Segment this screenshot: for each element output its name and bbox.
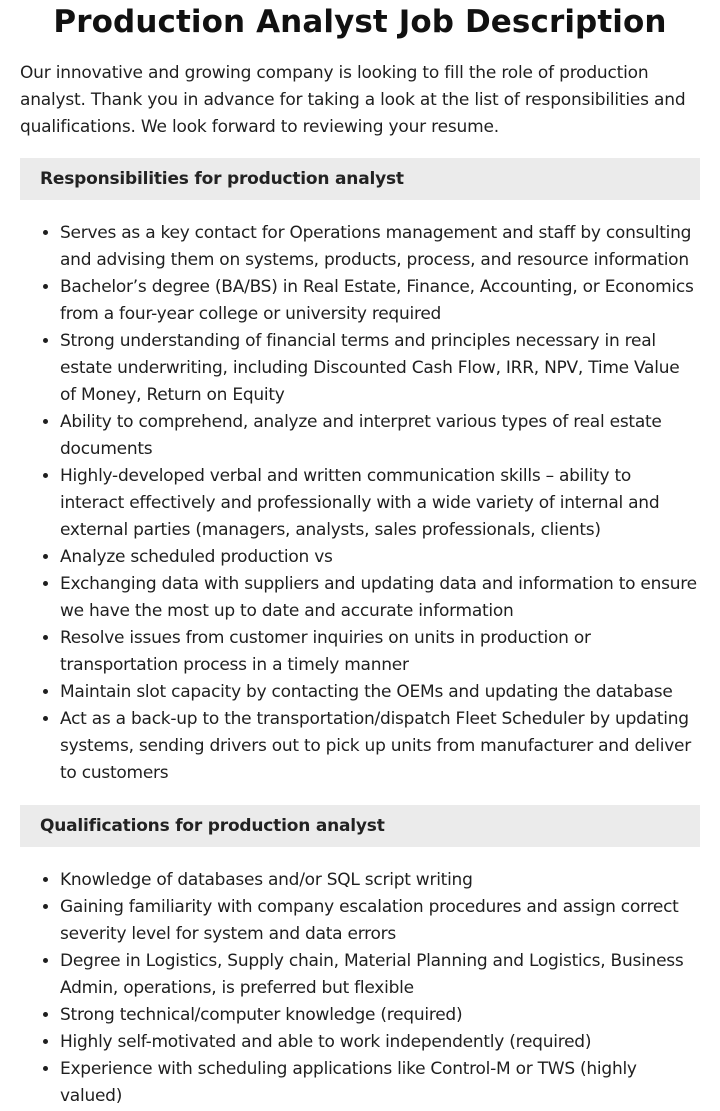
- qualifications-list: [20, 867, 700, 1110]
- responsibilities-list: [20, 220, 700, 787]
- list-item: • Exchanging data with suppliers and updating data and information to ensure we have the most up to date and accurate information: [60, 571, 700, 625]
- intro-paragraph: Our innovative and growing company is looking to fill the role of production analyst. Thank you in advance for taking a look at the list of responsibilities and qualifications. We look forward to reviewing your resume.: [20, 63, 686, 137]
- list-item: • Act as a back-up to the transportation/dispatch Fleet Scheduler by updating systems, sending drivers out to pick up units from manufacturer and deliver to customers: [60, 706, 700, 787]
- page-title: Production Analyst Job Description: [53, 4, 667, 40]
- list-item: • Knowledge of databases and/or SQL script writing: [60, 867, 700, 894]
- list-item: • Analyze scheduled production vs: [60, 544, 700, 571]
- list-item: • Strong technical/computer knowledge (required): [60, 1002, 700, 1029]
- list-item: • Resolve issues from customer inquiries on units in production or transportation process in a timely manner: [60, 625, 700, 679]
- list-item: • Degree in Logistics, Supply chain, Material Planning and Logistics, Business Admin, operations, is preferred but flexible: [60, 948, 700, 1002]
- list-item: • Ability to comprehend, analyze and interpret various types of real estate documents: [60, 409, 700, 463]
- responsibilities-heading: Responsibilities for production analyst: [40, 169, 404, 189]
- list-item: • Maintain slot capacity by contacting the OEMs and updating the database: [60, 679, 700, 706]
- list-item: • Highly self-motivated and able to work independently (required): [60, 1029, 700, 1056]
- list-item: • Serves as a key contact for Operations management and staff by consulting and advising them on systems, products, process, and resource information: [60, 220, 700, 274]
- list-item: • Strong understanding of financial terms and principles necessary in real estate underwriting, including Discounted Cash Flow, IRR, NPV, Time Value of Money, Return on Equity: [60, 328, 700, 409]
- qualifications-header: [20, 805, 700, 847]
- list-item: • Bachelor’s degree (BA/BS) in Real Estate, Finance, Accounting, or Economics from a four-year college or university required: [60, 274, 700, 328]
- list-item: • Highly-developed verbal and written communication skills – ability to interact effectively and professionally with a wide variety of internal and external parties (managers, analysts, sales professionals, clients): [60, 463, 700, 544]
- responsibilities-header: [20, 158, 700, 200]
- list-item: • Gaining familiarity with company escalation procedures and assign correct severity level for system and data errors: [60, 894, 700, 948]
- qualifications-heading: Qualifications for production analyst: [40, 816, 385, 836]
- list-item: • Experience with scheduling applications like Control-M or TWS (highly valued): [60, 1056, 700, 1110]
